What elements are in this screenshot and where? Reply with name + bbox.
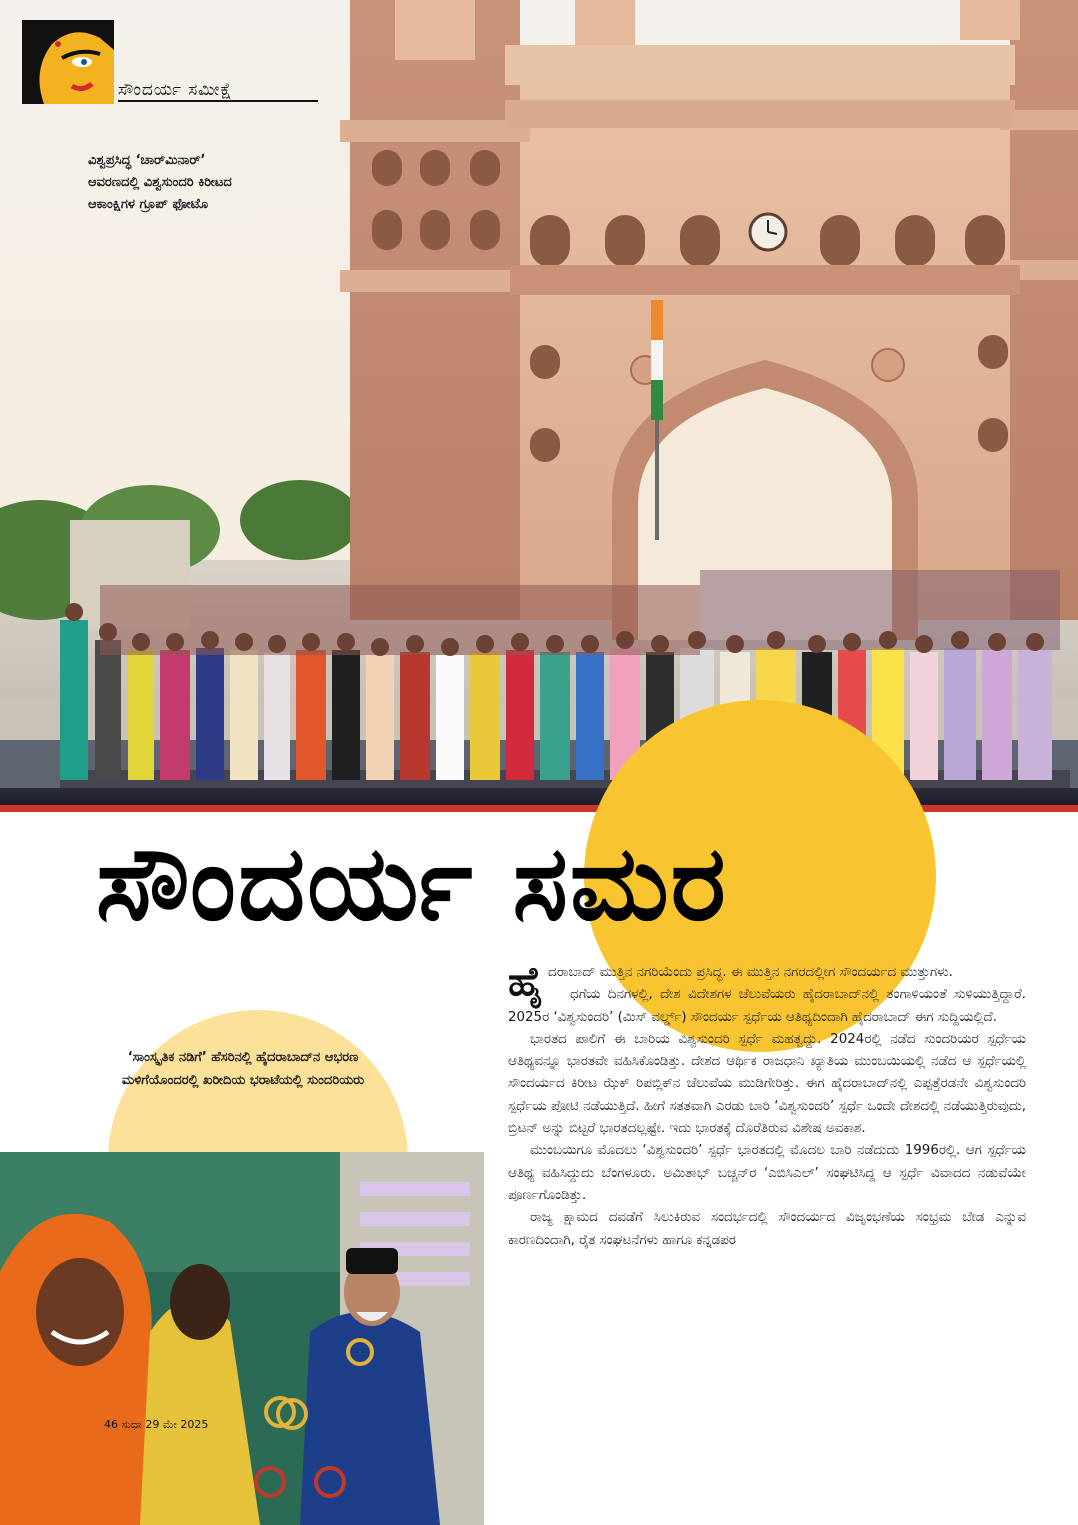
article-paragraph: ಧಗೆಯ ದಿನಗಳಲ್ಲಿ, ದೇಶ ವಿದೇಶಗಳ ಚೆಲುವೆಯರು ಹೈದರಾಬಾದ್‌ನಲ್ಲಿ ತಂಗಾಳಿಯಂತೆ ಸುಳಿಯುತ್ತಿದ್ದಾರೆ. 2025ರ ‘ವಿಶ್ವಸುಂದರಿ’ (ಮಿಸ್ ವರ್ಲ್ಡ್) ಸೌಂದರ್ಯ ಸ್ಪರ್ಧೆಯ ಆತಿಥ್ಯದಿಂದಾಗಿ ಹೈದರಾಬಾದ್ ಈಗ ಸುದ್ದಿಯಲ್ಲಿದೆ.: [508, 987, 1026, 1025]
article-paragraph: ಮುಂಬಯಿಗೂ ಮೊದಲು ‘ವಿಶ್ವಸುಂದರಿ’ ಸ್ಪರ್ಧೆ ಭಾರತದಲ್ಲಿ ಮೊದಲ ಬಾರಿ ನಡೆದುದು 1996ರಲ್ಲಿ. ಆಗ ಸ್ಪರ್ಧೆಯ ಆತಿಥ್ಯ ವಹಿಸಿದ್ದುದು ಬೆಂಗಳೂರು. ಅಮಿತಾಭ್ ಬಚ್ಚನ್‌ರ ‘ಎಬಿಸಿಎಲ್’ ಸಂಘಟಿಸಿದ್ದ ಆ ಸ್ಪರ್ಧೆ ವಿವಾದದ ನಡುವೆಯೇ ಪೂರ್ಣಗೊಂಡಿತ್ತು.: [508, 1143, 1026, 1203]
issue-date: ಸುಧಾ 29 ಮೇ 2025: [121, 1418, 209, 1431]
folio: [104, 1418, 208, 1432]
stylized-face-illustration-icon: [22, 20, 114, 104]
article-paragraph: ಹೈದರಾಬಾದ್ ಮುತ್ತಿನ ನಗರಿಯೆಂದು ಪ್ರಸಿದ್ಧ. ಈ ಮುತ್ತಿನ ನಗರದಲ್ಲೀಗ ಸೌಂದರ್ಯದ ಮುತ್ತುಗಳು.: [508, 959, 953, 1005]
headline-part1: ಸೌಂದರ್ಯ: [96, 822, 475, 944]
jewellery-shop-photo: [0, 1152, 484, 1525]
headline: [96, 818, 996, 948]
headline-part2: ಸಮರ: [512, 822, 728, 944]
inset-caption: ‘ಸಾಂಸ್ಕೃತಿಕ ನಡಿಗೆ’ ಹೆಸರಿನಲ್ಲಿ ಹೈದರಾಬಾದ್‌ನ ಆಭರಣ ಮಳಿಗೆಯೊಂದರಲ್ಲಿ ಖರೀದಿಯ ಭರಾಟೆಯಲ್ಲಿ ಸುಂದರಿಯರು: [121, 1050, 365, 1088]
hero-caption: ವಿಶ್ವಪ್ರಸಿದ್ಧ ‘ಚಾರ್‌ಮಿನಾರ್’ ಆವರಣದಲ್ಲಿ ವಿಶ್ವಸುಂದರಿ ಕಿರೀಟದ ಆಕಾಂಕ್ಷಿಗಳ ಗ್ರೂಪ್ ಫೋಟೊ: [88, 153, 232, 212]
page-number: 46: [104, 1418, 118, 1431]
section-rule: [118, 100, 318, 102]
article-paragraph: ರಾಜ್ಯ ಕ್ಷಾಮದ ದವಡೆಗೆ ಸಿಲುಕಿರುವ ಸಂದರ್ಭದಲ್ಲಿ ಸೌಂದರ್ಯದ ವಿಜೃಂಭಣೆಯ ಸಂಭ್ರಮ ಬೇಡ ಎನ್ನುವ ಕಾರಣದಿಂದಾಗಿ, ರೈತ ಸಂಘಟನೆಗಳು ಹಾಗೂ ಕನ್ನಡಪರ: [508, 1210, 1026, 1248]
article-paragraph: ಭಾರತದ ಪಾಲಿಗೆ ಈ ಬಾರಿಯ ವಿಶ್ವಸುಂದರಿ ಸ್ಪರ್ಧೆ ಮಹತ್ವದ್ದು. 2024ರಲ್ಲಿ ನಡೆದ ಸುಂದರಿಯರ ಸ್ಪರ್ಧೆಯ ಆತಿಥ್ಯವನ್ನೂ ಭಾರತವೇ ವಹಿಸಿಕೊಂಡಿತ್ತು. ದೇಶದ ಆರ್ಥಿಕ ರಾಜಧಾನಿ ಖ್ಯಾತಿಯ ಮುಂಬಯಿಯಲ್ಲಿ ನಡೆದ ಆ ಸ್ಪರ್ಧೆಯಲ್ಲಿ ಸೌಂದರ್ಯದ ಕಿರೀಟ ಝೆಕ್ ರಿಪಬ್ಲಿಕ್‌ನ ಚೆಲುವೆಯ ಮುಡಿಗೇರಿತ್ತು. ಈಗ ಹೈದರಾಬಾದ್‌ನಲ್ಲಿ ಎಪ್ಪತ್ತೆರಡನೇ ವಿಶ್ವಸುಂದರಿ ಸ್ಪರ್ಧೆಯ ಪೋಟಿ ನಡೆಯುತ್ತಿದೆ. ಹೀಗೆ ಸತತವಾಗಿ ಎರಡು ಬಾರಿ ‘ವಿಶ್ವಸುಂದರಿ’ ಸ್ಪರ್ಧೆ ಒಂದೇ ದೇಶದಲ್ಲಿ ನಡೆಯುತ್ತಿರುವುದು, ಬ್ರಿಟನ್ ಅನ್ನು ಬಿಟ್ಟರೆ ಭಾರತದಲ್ಲಷ್ಟೇ. ಇದು ಭಾರತಕ್ಕೆ ದೊರೆತಿರುವ ವಿಶೇಷ ಅವಕಾಶ.: [508, 1031, 1026, 1137]
dropcap: ಹೈ: [508, 959, 545, 1005]
section-tag: ಸೌಂದರ್ಯ ಸಮೀಕ್ಷೆ: [118, 80, 233, 100]
article-body: [508, 959, 1026, 1252]
